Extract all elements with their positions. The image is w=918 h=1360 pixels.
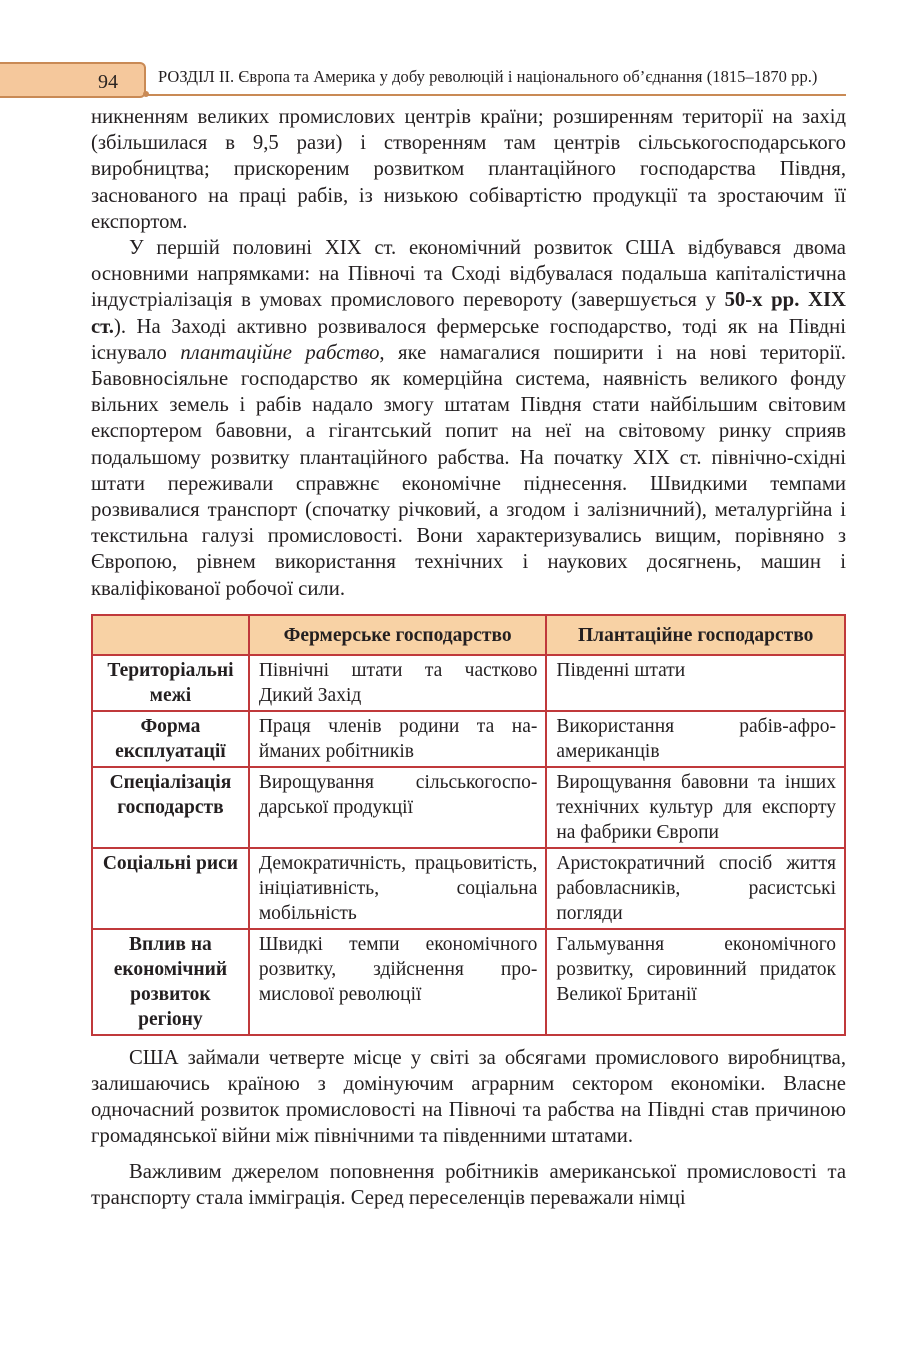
paragraph-2-part-b: ). На Заході активно розвивалося фермерське господарство, тоді як на Півдні існувало xyxy=(91,315,846,364)
row-label: Територіальні межі xyxy=(92,655,249,711)
page-number-tab xyxy=(0,62,146,98)
table-row xyxy=(92,767,845,848)
header-rule xyxy=(146,94,846,96)
farm-cell: Демократичність, працьовитість, ініціативність, соціальна мобільність xyxy=(249,848,547,929)
plantation-cell: Південні штати xyxy=(546,655,845,711)
page-body xyxy=(91,104,846,1211)
page-header xyxy=(0,62,918,100)
paragraph-2-part-c: , яке намагалися поширити і на нові території. Бавовносіяльне господарство як комерційна система, наявність великого фонду вільних земель і рабів надало змогу штатам Півдня стати найбільшим світовим експортером бавовни, а гігантський попит на неї на світовому ринку сприяв подальшому розвитку плантаційного рабства. На початку XIX ст. північно-східні штати переживали справжнє економічне піднесення. Швидкими темпами розвивалися транспорт (спочатку річковий, а згодом і залізничний), металургійна і текстильна галузі промисловості. Вони характеризувались вищим, порівняно з Європою, рівнем використання технічних і наукових досягнень, машин і кваліфікованої робочої сили. xyxy=(91,341,846,600)
farm-cell: Північні штати та частково Дикий Захід xyxy=(249,655,547,711)
table-row xyxy=(92,655,845,711)
paragraph-2-italic-term: плантаційне рабство xyxy=(180,341,380,364)
table-header-row xyxy=(92,615,845,655)
farm-cell: Вирощування сільськогосподарської продукції xyxy=(249,767,547,848)
table-row xyxy=(92,929,845,1035)
running-title: РОЗДІЛ ІІ. Європа та Америка у добу революцій і національного об’єднання (1815–1870 рр.) xyxy=(158,67,818,86)
table-row xyxy=(92,848,845,929)
paragraph-3: США займали четверте місце у світі за обсягами промислового виробництва, залишаючись країною з домінуючим аграрним сектором економіки. Власне одночасний розвиток промисловості на Півночі та рабства на Півдні став причиною громадянської війни між північними та південними штатами. xyxy=(91,1046,846,1148)
row-label: Спеціалізація господарств xyxy=(92,767,249,848)
table-header-empty xyxy=(92,615,249,655)
plantation-cell: Гальмування економічного розвитку, сировинний придаток Великої Британії xyxy=(546,929,845,1035)
plantation-cell: Використання рабів-афроамериканців xyxy=(546,711,845,767)
table-row xyxy=(92,711,845,767)
plantation-cell: Вирощування бавовни та інших технічних культур для експорту на фабрики Європи xyxy=(546,767,845,848)
table-header-plantation: Плантаційне господарство xyxy=(546,615,845,655)
paragraph-2 xyxy=(91,235,846,602)
paragraph-4: Важливим джерелом поповнення робітників американської промисловості та транспорту стала імміграція. Серед переселенців переважали німці xyxy=(91,1160,846,1209)
paragraph-2-part-a: У першій половині XIX ст. економічний розвиток США відбувався двома основними напрямками: на Півночі та Сході відбувалася подальша капіталістична індустріалізація в умовах промислового перевороту (завершується у xyxy=(91,237,846,312)
paragraph-2-bold-date: 50-х рр. XIX ст. xyxy=(91,289,846,338)
row-label: Форма експлуатації xyxy=(92,711,249,767)
page-number: 94 xyxy=(98,71,118,93)
paragraph-1: никненням великих промислових центрів країни; розширенням території на захід (збільшилася в 9,5 рази) і створенням там центрів сільськогосподарського виробництва; прискореним розвитком плантаційного господарства Півдня, заснованого на праці рабів, із низькою собівартістю продукції та зростаючим її експортом. xyxy=(91,106,846,233)
comparison-table xyxy=(91,614,846,1036)
row-label: Вплив на економічний розвиток регіону xyxy=(92,929,249,1035)
farm-cell: Швидкі темпи економічного розвитку, здійснення промислової революції xyxy=(249,929,547,1035)
table-header-farm: Фермерське господарство xyxy=(249,615,547,655)
plantation-cell: Аристократичний спосіб життя рабовласників, расистські погляди xyxy=(546,848,845,929)
row-label: Соціальні риси xyxy=(92,848,249,929)
farm-cell: Праця членів родини та найманих робітників xyxy=(249,711,547,767)
